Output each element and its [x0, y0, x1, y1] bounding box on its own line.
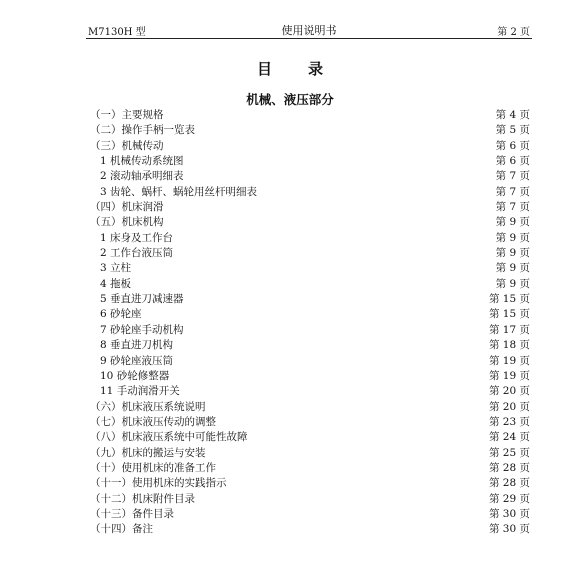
toc-entry	[90, 231, 530, 246]
toc-entry-label: 1 机械传动系统图	[100, 155, 184, 168]
toc-entry	[90, 108, 530, 123]
toc-entry	[90, 400, 530, 415]
section-title: 机械、液压部分	[246, 92, 334, 107]
toc-entry	[90, 215, 530, 230]
toc-entry-label: （十三）备件目录	[90, 507, 174, 520]
toc-title: 目录	[256, 60, 359, 78]
machine-model: M7130H 型	[88, 27, 146, 38]
toc-entry-label: （五）机床机构	[90, 216, 164, 229]
toc-entry-page: 第 9 页	[495, 216, 530, 229]
toc-entry	[90, 200, 530, 215]
toc-entry	[90, 139, 530, 154]
page-number: 第 2 页	[497, 27, 530, 38]
toc-entry	[90, 323, 530, 338]
toc-entry-label: 10 砂轮修整器	[100, 369, 170, 382]
toc-entry-label: 5 垂直进刀减速器	[100, 293, 184, 306]
toc-entry-label: （六）机床液压系统说明	[90, 400, 206, 413]
toc-entry-page: 第 4 页	[495, 109, 530, 121]
toc-entry-label: （十一）使用机床的实践指示	[90, 477, 227, 490]
toc-entry-page: 第 23 页	[488, 415, 530, 428]
toc-entry-page: 第 9 页	[495, 277, 530, 290]
toc-entry-page: 第 18 页	[488, 339, 530, 352]
toc-entry-label: 8 垂直进刀机构	[100, 339, 174, 352]
toc-entry-page: 第 30 页	[488, 523, 530, 536]
toc-entry-label: （四）机床润滑	[90, 201, 164, 214]
toc-entry-label: （一）主要规格	[90, 109, 164, 121]
toc-entry-label: 1 床身及工作台	[100, 231, 174, 244]
toc-entry-label: （十）使用机床的准备工作	[90, 461, 216, 474]
toc-entry-page: 第 5 页	[495, 124, 530, 137]
toc-entry	[90, 522, 530, 537]
toc-entry-page: 第 24 页	[488, 431, 530, 444]
toc-entry-page: 第 7 页	[495, 185, 530, 198]
toc-entry	[90, 123, 530, 138]
toc-entry-label: 7 砂轮座手动机构	[100, 323, 184, 336]
toc-entry	[90, 384, 530, 399]
toc-entry-page: 第 25 页	[488, 446, 530, 459]
toc-entry-label: （三）机械传动	[90, 139, 164, 152]
toc-entry-page: 第 20 页	[488, 385, 530, 398]
toc-entry-page: 第 7 页	[495, 201, 530, 214]
toc-entry-page: 第 6 页	[495, 155, 530, 168]
toc-entry-label: 9 砂轮座液压筒	[100, 354, 174, 367]
toc-entry	[90, 154, 530, 169]
toc-entry-page: 第 28 页	[488, 477, 530, 490]
toc-entry	[90, 261, 530, 276]
toc-entry-label: （二）操作手柄一览表	[90, 124, 195, 137]
toc-entry	[90, 169, 530, 184]
toc-entry-page: 第 20 页	[488, 400, 530, 413]
toc-entry-label: 3 立柱	[100, 262, 132, 275]
toc-entry-label: （十四）备注	[90, 523, 153, 536]
toc-entry-label: 2 工作台液压筒	[100, 247, 174, 260]
toc-entry	[90, 476, 530, 491]
toc-entry-page: 第 6 页	[495, 139, 530, 152]
toc-entry-page: 第 28 页	[488, 461, 530, 474]
table-of-contents	[90, 108, 530, 538]
toc-entry	[90, 461, 530, 476]
toc-entry-label: （九）机床的搬运与安装	[90, 446, 206, 459]
toc-entry-label: 2 滚动轴承明细表	[100, 170, 184, 183]
toc-entry-label: 6 砂轮座	[100, 308, 142, 321]
toc-entry	[90, 354, 530, 369]
toc-entry	[90, 415, 530, 430]
toc-entry-label: （八）机床液压系统中可能性故障	[90, 431, 248, 444]
toc-entry-page: 第 9 页	[495, 247, 530, 260]
toc-entry-page: 第 17 页	[488, 323, 530, 336]
toc-entry-label: 4 拖板	[100, 277, 132, 290]
toc-entry	[90, 338, 530, 353]
toc-entry-page: 第 29 页	[488, 492, 530, 505]
toc-entry	[90, 492, 530, 507]
toc-entry	[90, 307, 530, 322]
toc-entry-page: 第 15 页	[488, 293, 530, 306]
toc-entry	[90, 277, 530, 292]
toc-entry	[90, 292, 530, 307]
toc-entry	[90, 185, 530, 200]
toc-entry-page: 第 19 页	[488, 354, 530, 367]
toc-entry-page: 第 9 页	[495, 231, 530, 244]
toc-entry-page: 第 9 页	[495, 262, 530, 275]
toc-entry-page: 第 30 页	[488, 507, 530, 520]
toc-entry	[90, 369, 530, 384]
toc-entry-label: 3 齿轮、蜗杆、蜗轮用丝杆明细表	[100, 185, 258, 198]
toc-entry-page: 第 19 页	[488, 369, 530, 382]
toc-entry	[90, 246, 530, 261]
toc-entry	[90, 430, 530, 445]
toc-entry-label: 11 手动润滑开关	[100, 385, 180, 398]
document-title: 使用说明书	[281, 24, 337, 37]
toc-entry-page: 第 7 页	[495, 170, 530, 183]
toc-entry	[90, 446, 530, 461]
toc-entry	[90, 507, 530, 522]
toc-entry-label: （七）机床液压传动的调整	[90, 415, 216, 428]
toc-entry-page: 第 15 页	[488, 308, 530, 321]
toc-entry-label: （十二）机床附件目录	[90, 492, 195, 505]
page-header	[86, 18, 532, 39]
